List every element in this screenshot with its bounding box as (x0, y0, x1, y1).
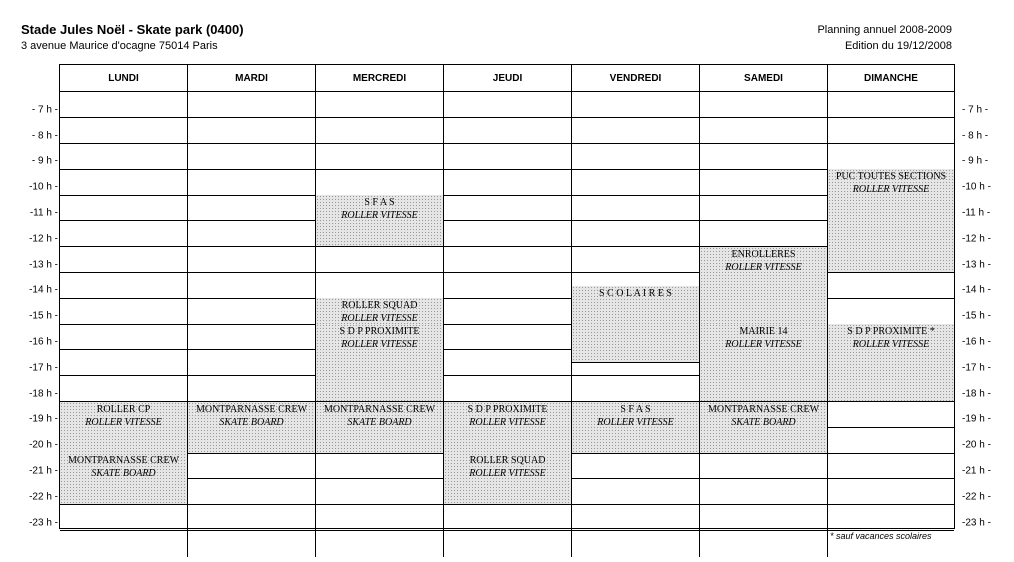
time-slot (60, 195, 188, 221)
day-header-vendredi: VENDREDI (572, 65, 700, 92)
time-slot (316, 92, 444, 118)
event-sport: SKATE BOARD (347, 416, 412, 428)
time-slot (60, 144, 188, 170)
event-sport: ROLLER VITESSE (469, 416, 546, 428)
event-club-name: S F A S (620, 403, 651, 415)
time-slot (60, 376, 188, 402)
event-sport: ROLLER VITESSE (852, 184, 930, 196)
hour-label-right: - 9 h - (962, 155, 989, 167)
hour-label-right: -19 h - (962, 413, 991, 425)
time-slot (444, 376, 572, 402)
hour-label-right: -22 h - (962, 491, 991, 503)
time-slot (444, 144, 572, 170)
time-slot (60, 298, 188, 324)
hour-label-left: -17 h - (29, 362, 58, 374)
time-slot (700, 531, 828, 557)
event-club-name: PUC TOUTES SECTIONS (835, 171, 947, 183)
time-slot (188, 273, 316, 299)
event-club-name: S D P PROXIMITE * (847, 326, 935, 338)
hour-label-left: -10 h - (29, 181, 58, 193)
hour-label-right: -15 h - (962, 310, 991, 322)
day-header-mercredi: MERCREDI (316, 65, 444, 92)
schedule-event[interactable] (188, 402, 316, 454)
day-header-lundi: LUNDI (60, 65, 188, 92)
time-slot (572, 169, 700, 195)
planning-label: Planning annuel 2008-2009 (817, 24, 952, 36)
schedule-event[interactable] (572, 402, 700, 454)
hour-label-left: -20 h - (29, 439, 58, 451)
footnote: * sauf vacances scolaires (830, 531, 932, 541)
time-slot (188, 376, 316, 402)
time-slot (316, 169, 444, 195)
hour-label-left: -18 h - (29, 388, 58, 400)
hour-label-right: -12 h - (962, 233, 991, 245)
time-slot (828, 298, 954, 324)
time-slot (444, 221, 572, 247)
time-slot (444, 531, 572, 557)
time-slot (444, 273, 572, 299)
time-slot (572, 118, 700, 144)
time-slot (316, 505, 444, 531)
event-sport: ROLLER VITESSE (852, 339, 930, 351)
time-slot (444, 298, 572, 324)
time-slot (828, 427, 954, 453)
time-slot (572, 144, 700, 170)
time-slot (572, 376, 700, 402)
time-slot (444, 247, 572, 273)
time-slot (316, 247, 444, 273)
time-slot (828, 505, 954, 531)
hour-label-right: - 7 h - (962, 104, 989, 116)
edition-date: Edition du 19/12/2008 (844, 40, 952, 52)
hour-label-left: - 8 h - (31, 130, 58, 142)
schedule-event[interactable] (828, 169, 954, 273)
time-slot (188, 118, 316, 144)
time-slot (188, 298, 316, 324)
time-slot (188, 350, 316, 376)
hour-label-right: -20 h - (962, 439, 991, 451)
time-slot (188, 247, 316, 273)
time-slot (828, 402, 954, 428)
time-slot (316, 531, 444, 557)
event-club-name: ROLLER SQUAD (469, 455, 546, 467)
time-slot (188, 221, 316, 247)
schedule-event[interactable] (444, 402, 572, 454)
event-club-name: S D P PROXIMITE (467, 403, 548, 415)
time-slot (188, 195, 316, 221)
time-slot (316, 118, 444, 144)
event-sport: SKATE BOARD (91, 468, 156, 480)
time-slot (188, 453, 316, 479)
hour-label-right: -17 h - (962, 362, 991, 374)
event-sport: ROLLER VITESSE (469, 468, 546, 480)
time-slot (188, 505, 316, 531)
time-slot (828, 273, 954, 299)
time-slot (700, 195, 828, 221)
event-club-name: MONTPARNASSE CREW (195, 403, 308, 415)
time-slot (60, 324, 188, 350)
event-sport: ROLLER VITESSE (341, 313, 418, 325)
time-slot (700, 118, 828, 144)
schedule-event[interactable] (316, 298, 444, 324)
time-slot (444, 92, 572, 118)
time-slot (188, 531, 316, 557)
time-slot (316, 453, 444, 479)
time-slot (316, 144, 444, 170)
hour-label-left: -22 h - (29, 491, 58, 503)
hour-label-left: -16 h - (29, 336, 58, 348)
time-slot (572, 479, 700, 505)
schedule-grid (59, 64, 955, 529)
time-slot (444, 118, 572, 144)
time-slot (828, 479, 954, 505)
hour-label-left: - 9 h - (31, 155, 58, 167)
hour-label-left: -11 h - (29, 207, 58, 219)
time-slot (444, 350, 572, 376)
time-slot (572, 505, 700, 531)
event-club-name: MONTPARNASSE CREW (67, 455, 180, 467)
schedule-event[interactable] (700, 324, 828, 402)
event-club-name: ROLLER CP (96, 403, 151, 415)
time-slot (188, 324, 316, 350)
schedule-event[interactable] (316, 324, 444, 402)
event-sport: ROLLER VITESSE (725, 261, 802, 273)
time-slot (188, 144, 316, 170)
schedule-event[interactable] (316, 402, 444, 454)
time-slot (700, 144, 828, 170)
event-club-name: MONTPARNASSE CREW (707, 403, 820, 415)
hour-label-left: -15 h - (29, 310, 58, 322)
hour-label-left: -23 h - (29, 517, 58, 529)
hour-label-left: -19 h - (29, 413, 58, 425)
time-slot (60, 221, 188, 247)
event-sport: ROLLER VITESSE (341, 339, 418, 351)
time-slot (572, 92, 700, 118)
time-slot (700, 505, 828, 531)
hour-label-right: -11 h - (962, 207, 991, 219)
schedule-event[interactable] (700, 402, 828, 454)
hour-label-right: -13 h - (962, 259, 991, 271)
day-header-dimanche: DIMANCHE (828, 65, 954, 92)
hour-label-right: -21 h - (962, 465, 991, 477)
time-slot (572, 221, 700, 247)
hour-label-right: -16 h - (962, 336, 991, 348)
time-slot (316, 273, 444, 299)
hour-label-left: - 7 h - (31, 104, 58, 116)
schedule-event[interactable] (60, 453, 188, 505)
time-slot (700, 453, 828, 479)
time-slot (444, 195, 572, 221)
schedule-event[interactable] (700, 247, 828, 325)
schedule-event[interactable] (828, 324, 954, 402)
time-slot (828, 92, 954, 118)
event-sport: SKATE BOARD (219, 416, 284, 428)
time-slot (572, 195, 700, 221)
event-club-name: S C O L A I R E S (599, 287, 672, 299)
time-slot (60, 531, 188, 557)
hour-label-right: -14 h - (962, 284, 991, 296)
time-slot (188, 169, 316, 195)
time-slot (828, 118, 954, 144)
hour-label-left: -14 h - (29, 284, 58, 296)
event-club-name: S D P PROXIMITE (339, 326, 420, 338)
time-slot (700, 169, 828, 195)
schedule-event[interactable] (316, 195, 444, 247)
event-sport: ROLLER VITESSE (725, 339, 802, 351)
time-slot (316, 479, 444, 505)
day-header-samedi: SAMEDI (700, 65, 828, 92)
time-slot (60, 273, 188, 299)
hour-label-right: -23 h - (962, 517, 991, 529)
time-slot (700, 221, 828, 247)
time-slot (60, 350, 188, 376)
time-slot (60, 247, 188, 273)
event-club-name: MONTPARNASSE CREW (323, 403, 436, 415)
event-sport: ROLLER VITESSE (597, 416, 674, 428)
address: 3 avenue Maurice d'ocagne 75014 Paris (21, 40, 218, 52)
time-slot (828, 144, 954, 170)
time-slot (572, 247, 700, 273)
time-slot (60, 169, 188, 195)
page-title: Stade Jules Noël - Skate park (0400) (21, 22, 244, 37)
event-club-name: MAIRIE 14 (739, 326, 788, 338)
time-slot (572, 531, 700, 557)
time-slot (572, 453, 700, 479)
time-slot (444, 505, 572, 531)
time-slot (188, 479, 316, 505)
day-header-jeudi: JEUDI (444, 65, 572, 92)
time-slot (700, 479, 828, 505)
event-club-name: S F A S (364, 197, 395, 209)
time-slot (188, 92, 316, 118)
time-slot (444, 169, 572, 195)
schedule-event[interactable] (60, 402, 188, 454)
schedule-event[interactable] (572, 286, 700, 364)
event-sport: ROLLER VITESSE (341, 210, 418, 222)
hour-label-left: -13 h - (29, 259, 58, 271)
event-club-name: ROLLER SQUAD (341, 300, 418, 312)
hour-label-left: -12 h - (29, 233, 58, 245)
event-sport: ROLLER VITESSE (85, 416, 162, 428)
time-slot (828, 453, 954, 479)
hour-label-right: - 8 h - (962, 130, 989, 142)
event-sport: SKATE BOARD (731, 416, 796, 428)
time-slot (60, 118, 188, 144)
schedule-event[interactable] (444, 453, 572, 505)
time-slot (60, 505, 188, 531)
time-slot (700, 92, 828, 118)
day-header-mardi: MARDI (188, 65, 316, 92)
hour-label-left: -21 h - (29, 465, 58, 477)
time-slot (444, 324, 572, 350)
hour-label-right: -18 h - (962, 388, 991, 400)
hour-label-right: -10 h - (962, 181, 991, 193)
event-club-name: ENROLLERES (731, 248, 796, 260)
time-slot (60, 92, 188, 118)
